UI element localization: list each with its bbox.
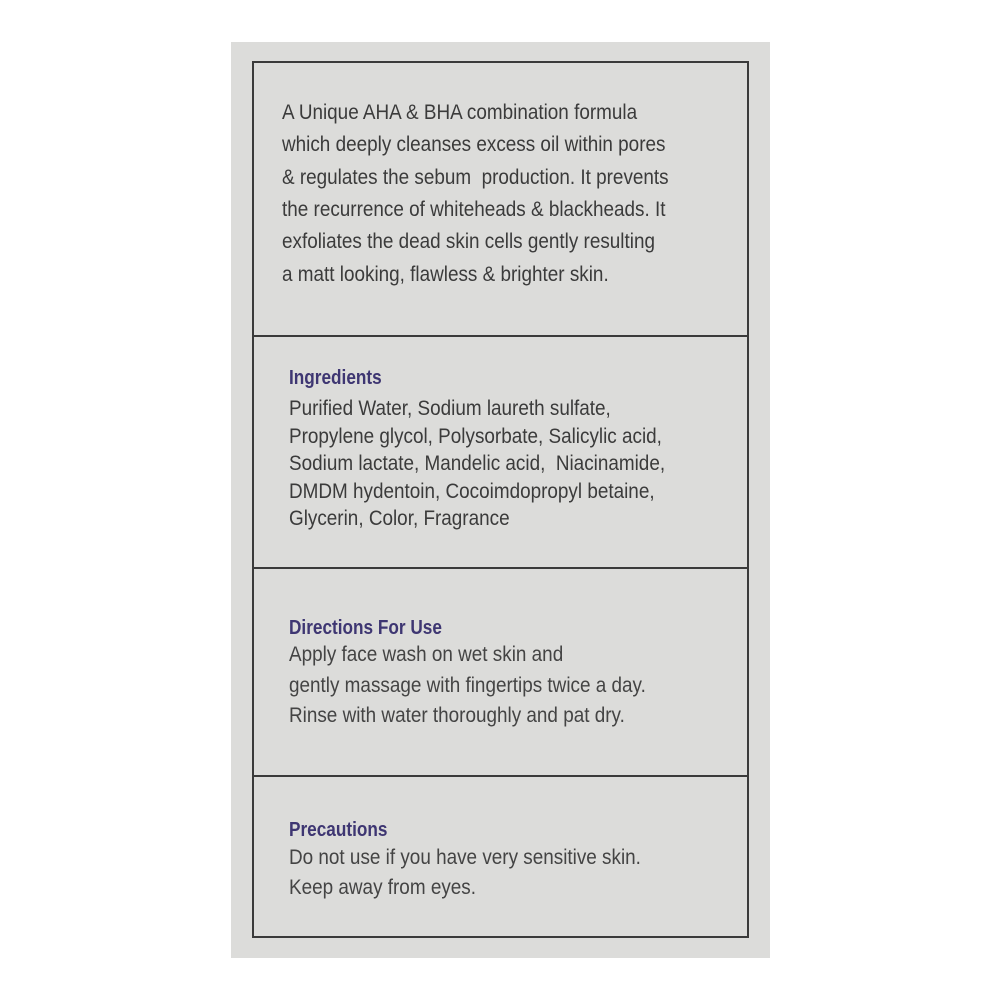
section-divider-1 bbox=[252, 335, 747, 337]
directions-line: Apply face wash on wet skin and bbox=[289, 643, 564, 666]
ingredients-line: Purified Water, Sodium laureth sulfate, bbox=[289, 397, 611, 420]
precautions-heading: Precautions bbox=[289, 819, 388, 841]
section-divider-3 bbox=[252, 775, 747, 777]
section-divider-2 bbox=[252, 567, 747, 569]
directions-line: gently massage with fingertips twice a day. bbox=[289, 674, 646, 697]
description-line: exfoliates the dead skin cells gently resulting bbox=[282, 230, 655, 253]
directions-line: Rinse with water thoroughly and pat dry. bbox=[289, 704, 625, 727]
description-line: A Unique AHA & BHA combination formula bbox=[282, 101, 638, 124]
ingredients-line: Propylene glycol, Polysorbate, Salicylic acid, bbox=[289, 425, 662, 448]
directions-heading: Directions For Use bbox=[289, 617, 442, 639]
description-line: a matt looking, flawless & brighter skin. bbox=[282, 263, 609, 286]
ingredients-line: Sodium lactate, Mandelic acid, Niacinamide, bbox=[289, 452, 666, 475]
ingredients-heading: Ingredients bbox=[289, 367, 382, 389]
description-line: the recurrence of whiteheads & blackheads. It bbox=[282, 198, 666, 221]
description-line: & regulates the sebum production. It prevents bbox=[282, 166, 669, 189]
ingredients-line: Glycerin, Color, Fragrance bbox=[289, 507, 510, 530]
precautions-line: Do not use if you have very sensitive skin. bbox=[289, 846, 641, 869]
description-line: which deeply cleanses excess oil within pores bbox=[282, 133, 666, 156]
ingredients-line: DMDM hydentoin, Cocoimdopropyl betaine, bbox=[289, 480, 655, 503]
precautions-line: Keep away from eyes. bbox=[289, 876, 476, 899]
